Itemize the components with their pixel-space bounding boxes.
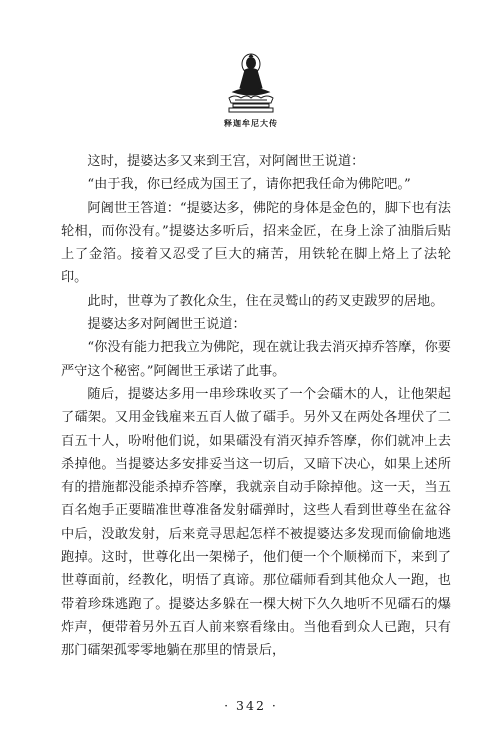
paragraph: 阿阇世王答道：“提婆达多，佛陀的身体是金色的，脚下也有法轮相，而你没有。”提婆达多听后，招来金匠，在身上涂了油脂后贴上了金箔。接着又忍受了巨大的痛苦，用铁轮在脚上烙上了法轮印。: [61, 200, 451, 286]
paragraph: 这时，提婆达多又来到王宫，对阿阇世王说道：: [87, 154, 365, 169]
header-title: 释迦牟尼大传: [224, 118, 278, 128]
paragraph: 此时，世尊为了教化众生，住在灵鹫山的药叉吏跋罗的居地。: [87, 293, 444, 309]
page-number: · 342 ·: [224, 698, 278, 713]
paragraph: “由于我，你已经成为国王了，请你把我任命为佛陀吧。”: [87, 177, 411, 193]
body-text: [61, 150, 451, 663]
paragraph: “你没有能力把我立为佛陀，现在就让我去消灭掉乔答摩，你要严守这个秘密。”阿阇世王承诺了此事。: [61, 340, 451, 379]
paragraph: 随后，提婆达多用一串珍珠收买了一个会礌木的人，让他架起了礌架。又用金钱雇来五百人做了礌手。另外又在两处各埋伏了二百五十人，吩咐他们说，如果礌没有消灭掉乔答摩，你们就冲上去杀掉他。当提婆达多安排妥当这一切后，又暗下决心，如果上述所有的措施都没能杀掉乔答摩，我就亲自动手除掉他。这一天，当五百名炮手正要瞄准世尊准备发射礌弹时，这些人看到世尊坐在盆谷中后，没敢发射，后来竟寻思起怎样不被提婆达多发现而偷偷地逃跑掉。这时，世尊化出一架梯子，他们便一个个顺梯而下，来到了世尊面前，经教化，明悟了真谛。那位礌师看到其他众人一跑，也带着珍珠逃跑了。提婆达多躲在一棵大树下久久地听不见礌石的爆炸声，便带着另外五百人前来察看缘由。当他看到众人已跑，只有那门礌架孤零零地躺在那里的情景后，: [61, 386, 451, 659]
paragraph: 提婆达多对阿阇世王说道：: [87, 317, 246, 333]
buddha-icon: [221, 48, 281, 114]
page-header: [0, 48, 502, 129]
